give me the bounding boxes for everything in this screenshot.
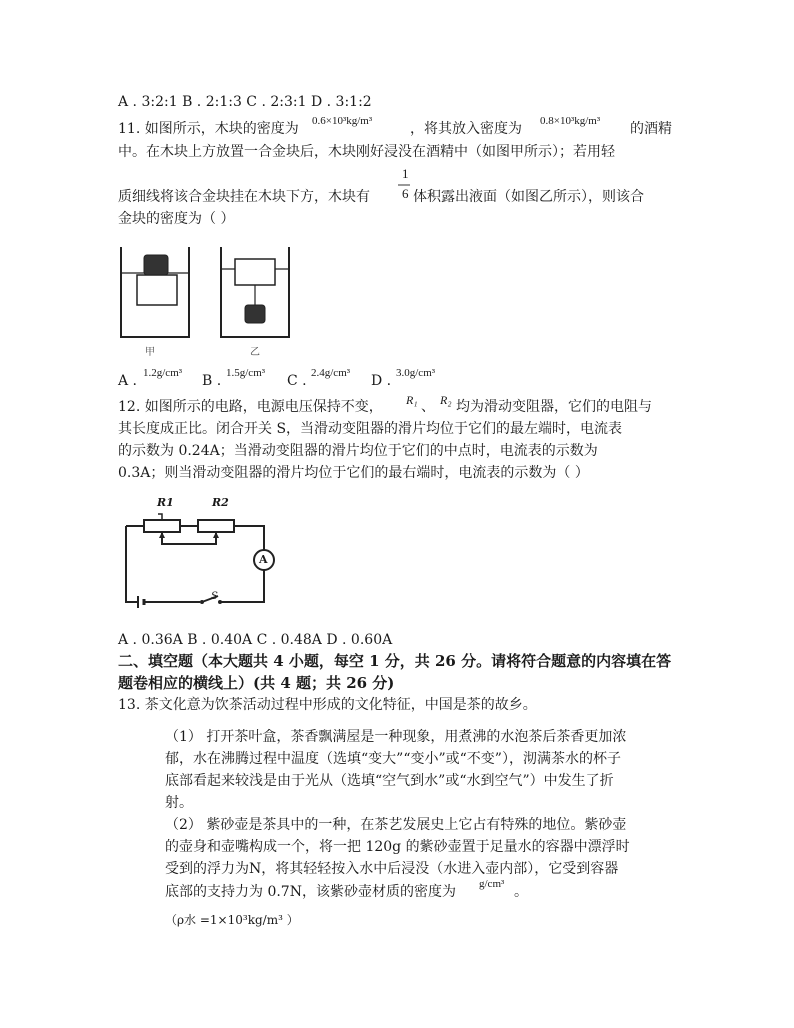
- q11-option-b: B .: [202, 373, 222, 389]
- q13-part2-line4-a: 底部的支持力为 0.7N，该紫砂壶材质的密度为: [165, 884, 456, 900]
- q11-line1-b: ，将其放入密度为: [410, 121, 522, 137]
- q11-density-alcohol: 0.8×10³kg/m³: [540, 115, 601, 127]
- q13-part2-line4-b: 。: [514, 884, 528, 900]
- q13-part2-line1: （2） 紫砂壶是茶具中的一种，在茶艺发展史上它占有特殊的地位。紫砂壶: [165, 817, 627, 833]
- q12-r2-symbol: R₂: [440, 393, 452, 407]
- q11-line1-a: 11. 如图所示，木块的密度为: [118, 121, 299, 137]
- q11-frac-den: 6: [402, 186, 409, 201]
- q11-figure-jia-label: 甲: [145, 347, 155, 358]
- q11-frac-num: 1: [402, 166, 409, 181]
- q11-line1-c: 的酒精: [630, 121, 672, 137]
- q11-option-b-value: 1.5g/cm³: [226, 367, 266, 379]
- q12-line2: 其长度成正比。闭合开关 S，当滑动变阻器的滑片均位于它们的最左端时，电流表: [118, 421, 623, 437]
- q12-line1-b: 均为滑动变阻器，它们的电阻与: [456, 399, 652, 415]
- q11-figure-yi: [215, 245, 295, 345]
- q12-circuit-switch-label: S: [211, 591, 218, 602]
- q11-figure-jia: [115, 245, 195, 345]
- q12-r1-symbol: R₁: [406, 393, 418, 407]
- q12-circuit-ammeter-label: A: [259, 553, 268, 566]
- q11-option-c-value: 2.4g/cm³: [311, 367, 351, 379]
- q13-part1-line4: 射。: [165, 795, 193, 811]
- q13-part2-line2: 的壶身和壶嘴构成一个，将一把 120g 的紫砂壶置于足量水的容器中漂浮时: [165, 839, 630, 855]
- q13-intro: 13. 茶文化意为饮茶活动过程中形成的文化特征，中国是茶的故乡。: [118, 697, 537, 713]
- q13-part1-line1: （1） 打开茶叶盒，茶香飘满屋是一种现象，用煮沸的水泡茶后茶香更加浓: [165, 729, 627, 745]
- section2-heading-line2: 题卷相应的横线上）(共 4 题；共 26 分): [118, 674, 395, 692]
- q13-water-density-note: （ρ水 =1×10³kg/m³ ）: [165, 913, 299, 927]
- q11-option-a: A .: [118, 373, 138, 389]
- q12-line1-a: 12. 如图所示的电路，电源电压保持不变，: [118, 399, 383, 415]
- q11-line3-b: 体积露出液面（如图乙所示），则该合: [413, 189, 644, 205]
- q13-part1-line2: 郁，水在沸腾过程中温度（选填“变大”“变小”或“不变”），沏满茶水的杯子: [165, 751, 621, 767]
- q11-option-d: D .: [371, 373, 392, 389]
- q11-option-a-value: 1.2g/cm³: [143, 367, 183, 379]
- q11-line3-a: 质细线将该合金块挂在木块下方，木块有: [118, 189, 370, 205]
- q12-line4: 0.3A；则当滑动变阻器的滑片均位于它们的最右端时，电流表的示数为（ ）: [118, 465, 589, 481]
- q12-options: A . 0.36A B . 0.40A C . 0.48A D . 0.60A: [118, 632, 393, 648]
- q11-line4: 金块的密度为（ ）: [118, 211, 235, 227]
- q13-part2-line3: 受到的浮力为N，将其轻轻按入水中后浸没（水进入壶内部），它受到容器: [165, 861, 619, 877]
- q10-options: A . 3:2:1 B . 2:1:3 C . 2:3:1 D . 3:1:2: [118, 94, 372, 110]
- q11-option-d-value: 3.0g/cm³: [396, 367, 436, 379]
- section2-heading-line1: 二、填空题（本大题共 4 小题，每空 1 分，共 26 分。请将符合题意的内容填在答: [118, 652, 672, 670]
- q12-circuit-r2-label: R2: [212, 496, 229, 509]
- q12-line3: 的示数为 0.24A；当滑动变阻器的滑片均位于它们的中点时，电流表的示数为: [118, 443, 598, 459]
- q11-figure-yi-label: 乙: [250, 347, 260, 358]
- q13-part1-line3: 底部看起来较浅是由于光从（选填“空气到水”或“水到空气”）中发生了折: [165, 773, 614, 789]
- q13-density-unit: g/cm³: [479, 878, 505, 890]
- q12-circuit-r1-label: R1: [157, 496, 174, 509]
- q11-density-wood: 0.6×10³kg/m³: [312, 115, 373, 127]
- q12-separator: 、: [421, 399, 435, 415]
- q11-option-c: C .: [287, 373, 307, 389]
- q11-line2: 中。在木块上方放置一合金块后，木块刚好浸没在酒精中（如图甲所示）；若用轻: [118, 144, 615, 160]
